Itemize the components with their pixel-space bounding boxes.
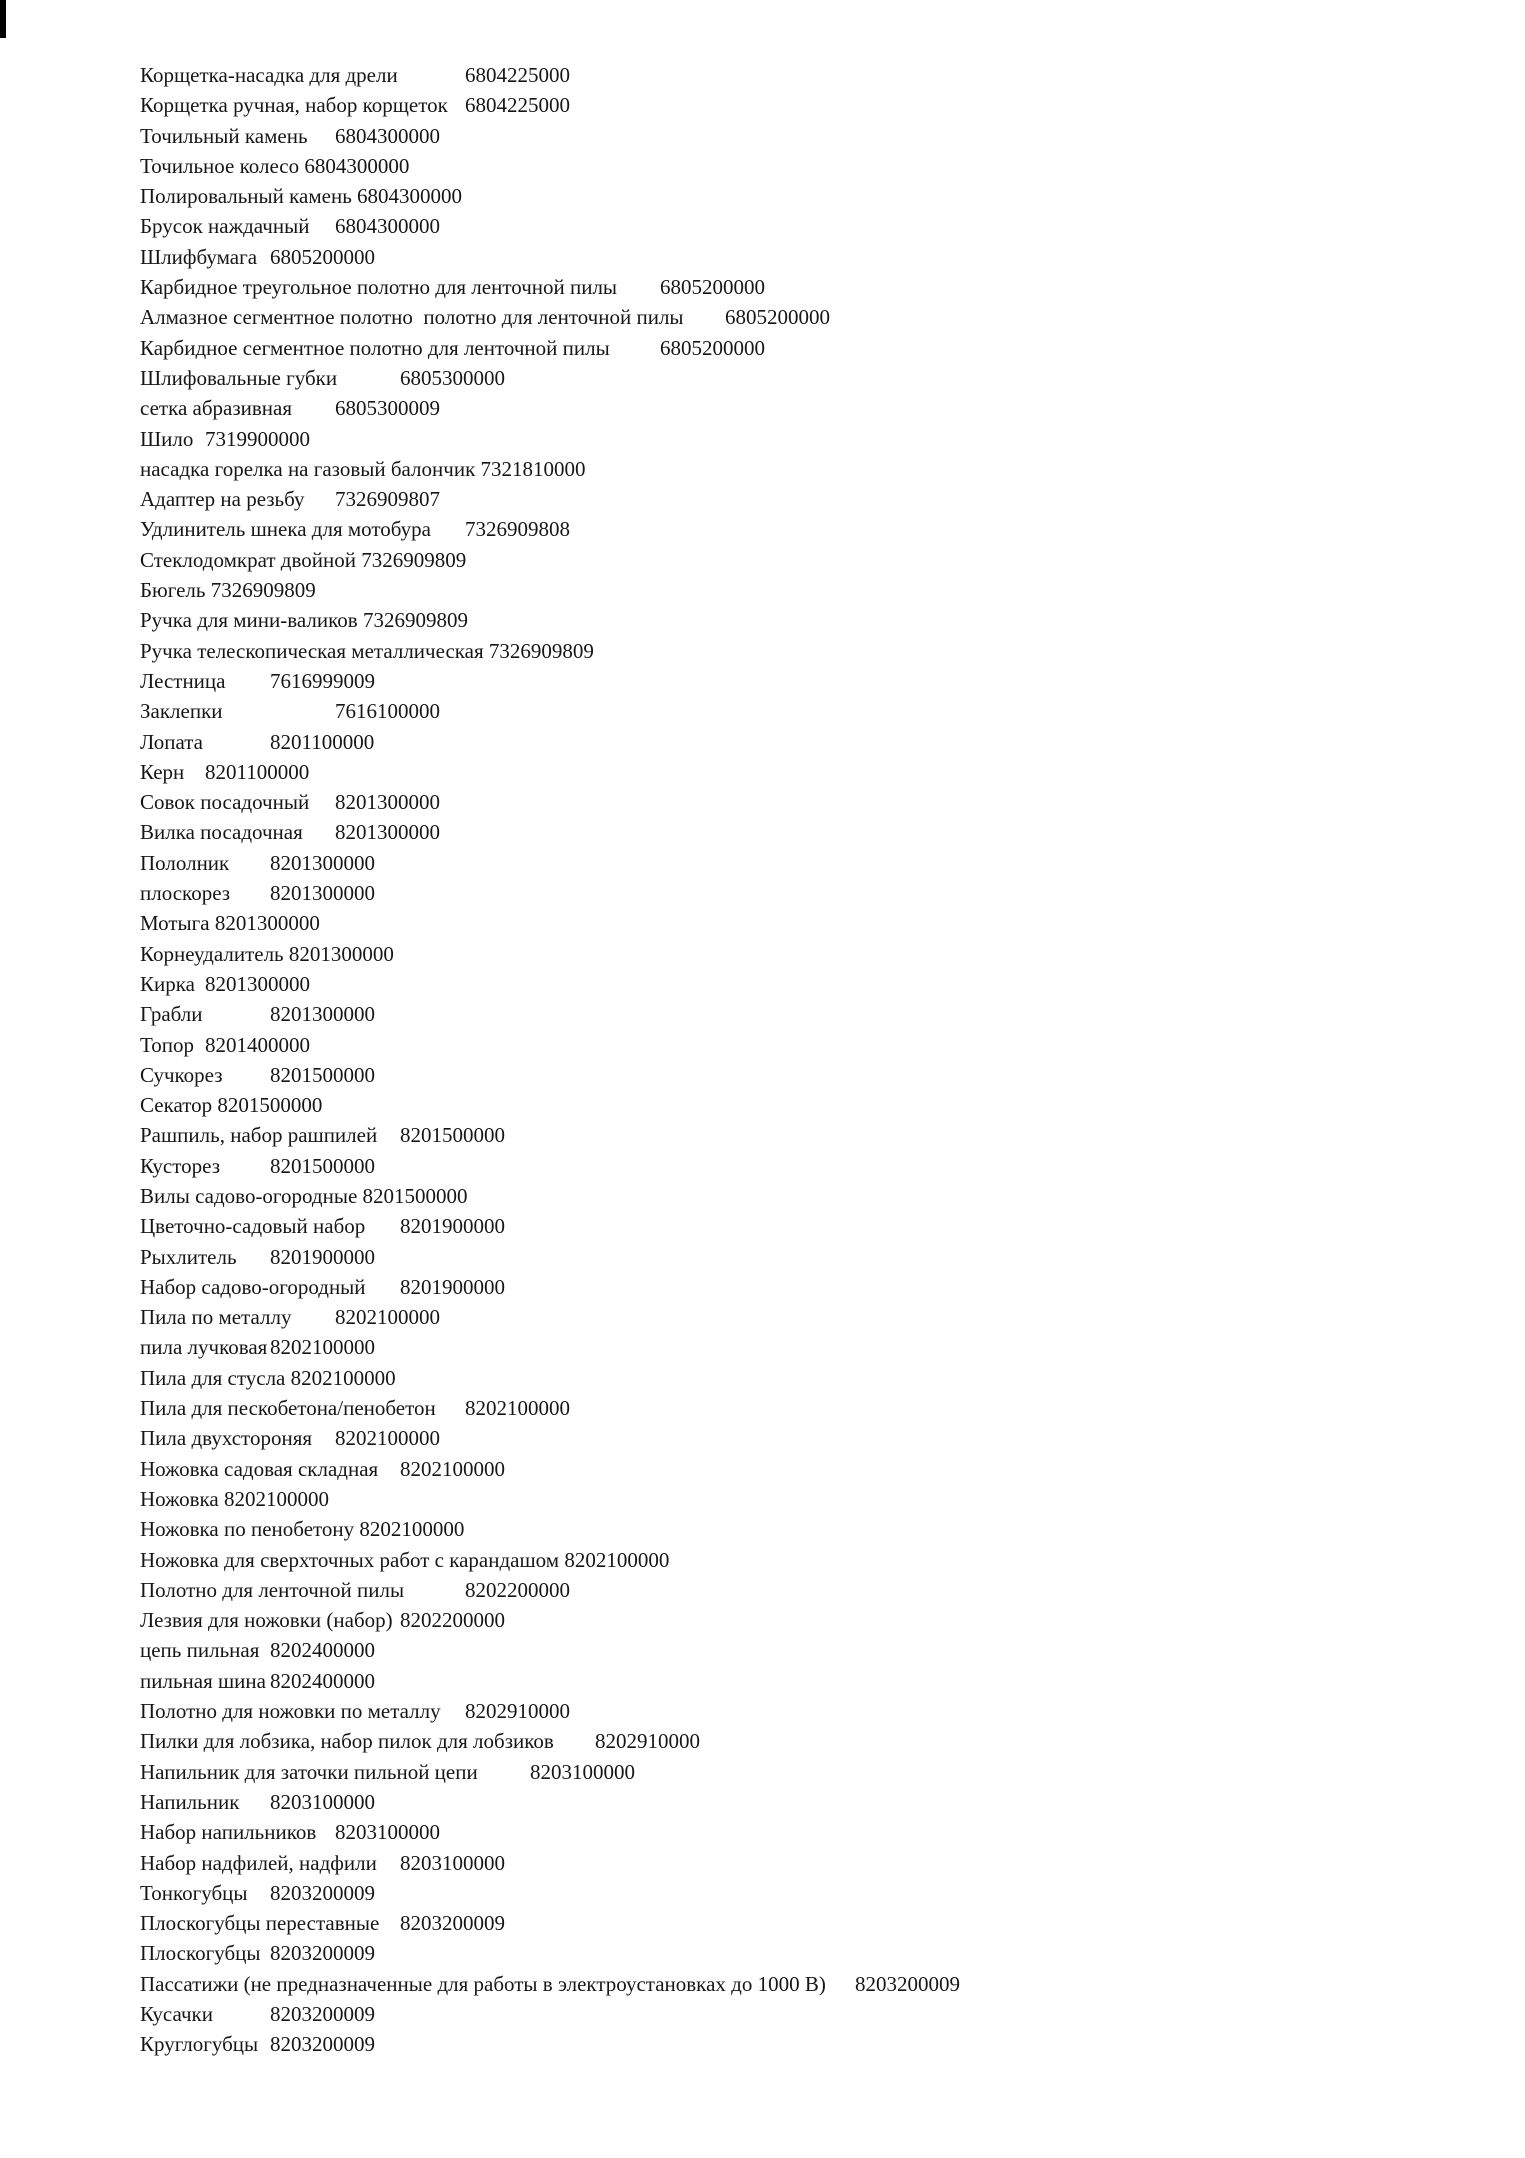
item-code: 8202100000 (400, 1456, 505, 1481)
list-item (140, 1060, 1480, 1090)
item-name: Кусачки (140, 2002, 213, 2026)
list-item (140, 1757, 1480, 1787)
item-code: 6805300000 (400, 365, 505, 390)
item-code: 8201300000 (270, 881, 375, 906)
list-item (140, 1635, 1480, 1665)
list-item (140, 1787, 1480, 1817)
list-item (140, 1878, 1480, 1908)
item-name: Удлинитель шнека для мотобура (140, 517, 431, 542)
item-name: Секатор (140, 1093, 213, 1118)
item-code: 8203100000 (335, 1820, 440, 1845)
list-item (140, 1999, 1480, 2029)
item-name: насадка горелка на газовый балончик (140, 456, 476, 481)
item-code: 8203200009 (270, 2002, 375, 2026)
item-name: Корщетка ручная, набор корщеток (140, 93, 448, 118)
item-code: 8203100000 (400, 1850, 505, 1875)
list-item (140, 1908, 1480, 1938)
item-code: 8202100000 (270, 1335, 375, 1360)
item-code: 8202200000 (400, 1608, 505, 1633)
list-item (140, 1696, 1480, 1726)
item-code: 8202100000 (564, 1547, 670, 1572)
item-code: 6804225000 (465, 63, 570, 87)
item-name: Плоскогубцы переставные (140, 1911, 380, 1936)
item-name: Пила по металлу (140, 1305, 292, 1330)
list-item (140, 181, 1480, 211)
item-code: 6804225000 (465, 93, 570, 118)
item-name: Полировальный камень (140, 184, 352, 209)
item-name: Набор садово-огородный (140, 1274, 366, 1299)
list-item (140, 787, 1480, 817)
item-name: Пассатижи (не предназначенные для работы в электроустановках до 1000 В) (140, 1971, 826, 1996)
list-item (140, 302, 1480, 332)
item-name: Набор надфилей, надфили (140, 1850, 377, 1875)
item-name: Бюгель (140, 578, 206, 603)
list-item (140, 272, 1480, 302)
item-name: Кусторез (140, 1153, 221, 1178)
item-code: 8201100000 (205, 759, 310, 784)
item-name: Стеклодомкрат двойной (140, 547, 356, 572)
list-item (140, 514, 1480, 544)
item-code: 6805200000 (660, 335, 765, 360)
item-code: 8201300000 (335, 790, 440, 815)
list-item (140, 1181, 1480, 1211)
item-name: Лезвия для ножовки (набор) (140, 1608, 393, 1633)
list-item (140, 575, 1480, 605)
list-item (140, 333, 1480, 363)
list-item (140, 1242, 1480, 1272)
list-item (140, 1332, 1480, 1362)
item-name: Напильник (140, 1789, 240, 1814)
item-code: 8203200009 (270, 1941, 375, 1966)
item-name: плоскорез (140, 881, 231, 906)
item-code: 6804300000 (335, 214, 440, 239)
item-code: 8201300000 (335, 820, 440, 845)
item-name: Цветочно-садовый набор (140, 1214, 366, 1239)
item-code: 8203100000 (530, 1759, 635, 1784)
item-name: Пилки для лобзика, набор пилок для лобзиков (140, 1729, 554, 1754)
item-code: 7616100000 (335, 699, 440, 724)
list-item (140, 1726, 1480, 1756)
item-code: 8201500000 (270, 1062, 375, 1087)
item-name: Точильное колесо (140, 153, 300, 178)
item-name: Карбидное сегментное полотно для ленточной пилы (140, 335, 610, 360)
item-code: 8201900000 (270, 1244, 375, 1269)
list-item (140, 636, 1480, 666)
item-code: 8202100000 (335, 1305, 440, 1330)
item-code: 8201100000 (270, 729, 375, 754)
item-name: Пила для пескобетона/пенобетон (140, 1396, 436, 1421)
list-item (140, 666, 1480, 696)
item-code: 6805200000 (270, 244, 375, 269)
product-code-list (140, 60, 1480, 2060)
item-code: 8201300000 (270, 1002, 375, 1027)
item-name: Пила для стусла (140, 1365, 286, 1390)
item-name: сетка абразивная (140, 396, 293, 421)
item-name: Рашпиль, набор рашпилей (140, 1123, 378, 1148)
item-code: 7319900000 (205, 426, 310, 451)
item-name: Топор (140, 1032, 194, 1057)
item-code: 8201300000 (270, 850, 375, 875)
item-name: Корщетка-насадка для дрели (140, 63, 398, 87)
list-item (140, 1575, 1480, 1605)
item-code: 7616999009 (270, 668, 375, 693)
list-item (140, 151, 1480, 181)
item-code: 8202100000 (465, 1396, 570, 1421)
list-item (140, 878, 1480, 908)
list-item (140, 969, 1480, 999)
list-item (140, 424, 1480, 454)
item-name: Сучкорез (140, 1062, 223, 1087)
item-name: Брусок наждачный (140, 214, 310, 239)
list-item (140, 60, 1480, 90)
item-name: Грабли (140, 1002, 203, 1027)
item-name: Кирка (140, 971, 195, 996)
item-code: 8201900000 (400, 1274, 505, 1299)
item-code: 6805300009 (335, 396, 440, 421)
item-name: Корнеудалитель (140, 941, 284, 966)
item-name: Плоскогубцы (140, 1941, 261, 1966)
item-code: 6804300000 (357, 184, 463, 209)
item-name: Мотыга (140, 911, 210, 936)
item-name: Набор напильников (140, 1820, 317, 1845)
list-item (140, 1151, 1480, 1181)
item-code: 7326909809 (361, 547, 467, 572)
item-name: цепь пильная (140, 1638, 260, 1663)
item-code: 8202400000 (270, 1668, 375, 1693)
list-item (140, 1848, 1480, 1878)
item-code: 8202100000 (290, 1365, 396, 1390)
list-item (140, 1817, 1480, 1847)
item-name: Вилы садово-огородные (140, 1183, 358, 1208)
list-item (140, 1090, 1480, 1120)
list-item (140, 121, 1480, 151)
item-code: 8201300000 (205, 971, 310, 996)
list-item (140, 211, 1480, 241)
list-item (140, 1484, 1480, 1514)
item-code: 6804300000 (304, 153, 410, 178)
list-item (140, 1120, 1480, 1150)
list-item (140, 848, 1480, 878)
item-code: 8201300000 (214, 911, 320, 936)
item-name: Шлифовальные губки (140, 365, 338, 390)
item-code: 6805200000 (660, 275, 765, 300)
item-code: 6804300000 (335, 123, 440, 148)
item-name: Ручка телескопическая металлическая (140, 638, 484, 663)
item-name: Керн (140, 759, 185, 784)
item-code: 8203200009 (270, 1880, 375, 1905)
item-code: 7326909807 (335, 487, 440, 512)
list-item (140, 1272, 1480, 1302)
item-code: 8203200009 (400, 1911, 505, 1936)
item-name: Рыхлитель (140, 1244, 237, 1269)
item-code: 8202400000 (270, 1638, 375, 1663)
list-item (140, 1423, 1480, 1453)
item-name: Лопата (140, 729, 203, 754)
item-code: 8202910000 (465, 1699, 570, 1724)
item-code: 7326909809 (362, 608, 468, 633)
list-item (140, 393, 1480, 423)
item-name: Лестница (140, 668, 226, 693)
item-code: 8202100000 (335, 1426, 440, 1451)
item-code: 8201500000 (270, 1153, 375, 1178)
item-code: 8203100000 (270, 1789, 375, 1814)
list-item (140, 939, 1480, 969)
item-code: 8202910000 (595, 1729, 700, 1754)
list-item (140, 1030, 1480, 1060)
item-code: 8203200009 (855, 1971, 960, 1996)
item-name: Ручка для мини-валиков (140, 608, 358, 633)
item-name: Ножовка для сверхточных работ с карандашом (140, 1547, 560, 1572)
list-item (140, 1302, 1480, 1332)
item-name: Полотно для ленточной пилы (140, 1577, 405, 1602)
item-code: 8201500000 (400, 1123, 505, 1148)
list-item (140, 1393, 1480, 1423)
list-item (140, 242, 1480, 272)
item-code: 7326909809 (210, 578, 316, 603)
item-name: Напильник для заточки пильной цепи (140, 1759, 478, 1784)
item-name: Заклепки (140, 699, 223, 724)
item-name: Совок посадочный (140, 790, 310, 815)
item-code: 8201500000 (362, 1183, 468, 1208)
item-name: Адаптер на резьбу (140, 487, 305, 512)
list-item (140, 817, 1480, 847)
item-name: Круглогубцы (140, 2032, 259, 2057)
list-item (140, 484, 1480, 514)
item-code: 8202100000 (224, 1486, 329, 1511)
item-code: 7326909808 (465, 517, 570, 542)
item-name: пильная шина (140, 1668, 266, 1693)
item-code: 8202200000 (465, 1577, 570, 1602)
list-item (140, 999, 1480, 1029)
list-item (140, 1514, 1480, 1544)
item-name: Полотно для ножовки по металлу (140, 1699, 441, 1724)
item-code: 8202100000 (359, 1517, 465, 1542)
list-item (140, 908, 1480, 938)
item-name: Ножовка по пенобетону (140, 1517, 355, 1542)
item-name: Пололник (140, 850, 230, 875)
item-name: Шило (140, 426, 194, 451)
item-name: Пила двухстороняя (140, 1426, 313, 1451)
item-code: 8203200009 (270, 2032, 375, 2057)
list-item (140, 363, 1480, 393)
item-name: Алмазное сегментное полотно полотно для ленточной пилы (140, 305, 684, 330)
item-code: 7326909809 (488, 638, 594, 663)
list-item (140, 605, 1480, 635)
item-code: 8201500000 (217, 1093, 323, 1118)
list-item (140, 757, 1480, 787)
list-item (140, 454, 1480, 484)
item-name: Шлифбумага (140, 244, 258, 269)
list-item (140, 1545, 1480, 1575)
list-item (140, 1969, 1480, 1999)
list-item (140, 1454, 1480, 1484)
list-item (140, 1363, 1480, 1393)
list-item (140, 1666, 1480, 1696)
list-item (140, 696, 1480, 726)
list-item (140, 1605, 1480, 1635)
list-item (140, 90, 1480, 120)
item-code: 8201300000 (288, 941, 394, 966)
item-code: 7321810000 (480, 456, 586, 481)
item-name: пила лучковая (140, 1335, 268, 1360)
list-item (140, 1938, 1480, 1968)
item-name: Вилка посадочная (140, 820, 303, 845)
item-code: 8201900000 (400, 1214, 505, 1239)
item-code: 6805200000 (725, 305, 830, 330)
item-code: 8201400000 (205, 1032, 310, 1057)
item-name: Ножовка (140, 1486, 219, 1511)
scan-artifact-mark (0, 0, 6, 38)
list-item (140, 545, 1480, 575)
list-item (140, 1211, 1480, 1241)
list-item (140, 2029, 1480, 2059)
item-name: Точильный камень (140, 123, 308, 148)
item-name: Тонкогубцы (140, 1880, 248, 1905)
list-item (140, 727, 1480, 757)
item-name: Ножовка садовая складная (140, 1456, 379, 1481)
item-name: Карбидное треугольное полотно для ленточной пилы (140, 275, 618, 300)
